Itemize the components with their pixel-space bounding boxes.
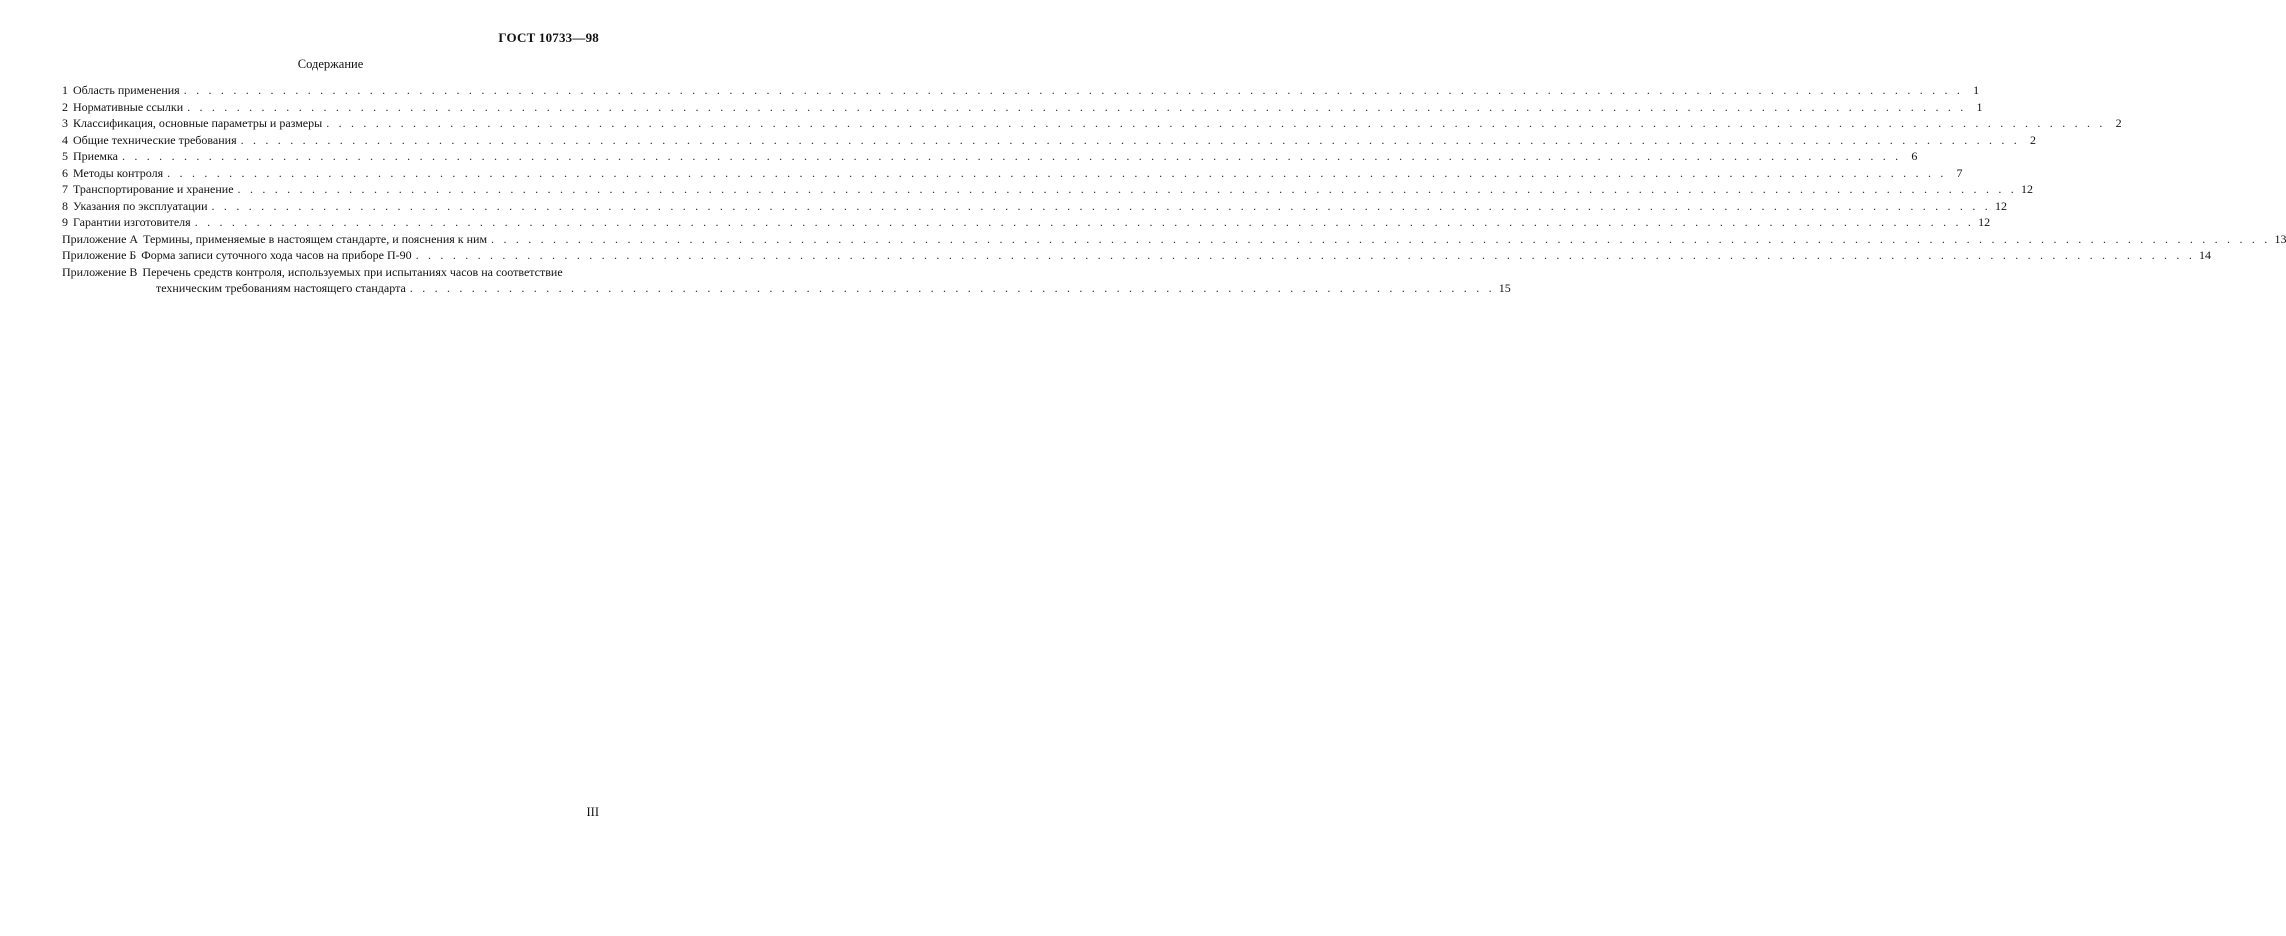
toc-entry-page: 1 bbox=[1976, 99, 1983, 114]
toc-appendix[interactable] bbox=[62, 264, 1511, 297]
toc-entry-page: 6 bbox=[1911, 149, 1918, 163]
toc-appendix-line bbox=[62, 264, 601, 281]
toc-entry[interactable] bbox=[62, 198, 2007, 215]
toc-entry-label: Нормативные ссылки bbox=[73, 99, 184, 114]
toc-entry-number: 2 bbox=[62, 99, 68, 114]
toc-leader-dots bbox=[187, 99, 1966, 116]
toc-entry-page: 1 bbox=[1973, 83, 1980, 97]
toc-leader-dots bbox=[326, 115, 2105, 132]
toc-entry-page: 2 bbox=[2030, 132, 2037, 147]
toc-leader-dots bbox=[212, 198, 1991, 215]
toc-entry[interactable] bbox=[62, 99, 1983, 116]
toc-entry-number: 5 bbox=[62, 149, 68, 163]
toc-entry[interactable] bbox=[62, 181, 2033, 198]
toc-leader-dots bbox=[238, 181, 2017, 198]
toc-entry-page: 2 bbox=[2115, 116, 2122, 130]
toc-entry[interactable] bbox=[62, 165, 1963, 182]
toc-entry-page: 15 bbox=[1498, 281, 1511, 295]
toc-entry-page: 7 bbox=[1956, 165, 1963, 180]
toc-entry[interactable] bbox=[62, 148, 1918, 165]
toc-leader-dots bbox=[122, 148, 1901, 165]
document-code: ГОСТ 10733—98 bbox=[498, 30, 599, 45]
page-number: III bbox=[586, 805, 599, 819]
toc-entry-number: 8 bbox=[62, 198, 68, 213]
toc-entry-label: Указания по эксплуатации bbox=[73, 198, 208, 213]
toc-entry[interactable] bbox=[62, 115, 2122, 132]
toc-title: Содержание bbox=[297, 57, 364, 71]
toc-appendix[interactable] bbox=[62, 247, 2212, 264]
toc-leader-dots bbox=[491, 231, 2270, 248]
toc-entry-page: 12 bbox=[1994, 198, 2007, 213]
toc-entry[interactable] bbox=[62, 82, 1980, 99]
toc-appendix-label-continued: техническим требованиям настоящего стандарта bbox=[156, 281, 406, 295]
toc-entry-label: Область применения bbox=[73, 83, 180, 97]
toc-entry-label: Классификация, основные параметры и размеры bbox=[73, 116, 323, 130]
toc-entry-number: 7 bbox=[62, 182, 68, 196]
toc-entry-number: 3 bbox=[62, 116, 68, 130]
toc-entry-label: Приемка bbox=[73, 149, 118, 163]
toc-entry-page: 14 bbox=[2199, 248, 2212, 262]
toc-entry-page: 12 bbox=[2020, 182, 2033, 196]
toc-entry-number: 1 bbox=[62, 83, 68, 97]
toc-appendix-line bbox=[62, 280, 1511, 297]
toc-entry-label: Транспортирование и хранение bbox=[73, 182, 234, 196]
toc-leader-dots bbox=[241, 132, 2020, 149]
toc-appendix-prefix: Приложение Б bbox=[62, 248, 137, 262]
toc-entry-page: 13 bbox=[2274, 231, 2286, 246]
toc-appendix-prefix: Приложение А bbox=[62, 231, 139, 246]
toc-entry-page: 12 bbox=[1978, 215, 1991, 229]
toc-appendix-label: Форма записи суточного хода часов на приборе П-90 bbox=[141, 248, 412, 262]
toc-leader-dots bbox=[416, 247, 2195, 264]
toc-leader-dots bbox=[184, 82, 1963, 99]
toc-entry-number: 4 bbox=[62, 132, 68, 147]
toc-entry-label: Общие технические требования bbox=[73, 132, 237, 147]
toc-entry-label: Методы контроля bbox=[73, 165, 164, 180]
toc-appendix-label: Перечень средств контроля, используемых при испытаниях часов на соответствие bbox=[142, 264, 563, 279]
toc-entry[interactable] bbox=[62, 132, 2037, 149]
toc-leader-dots bbox=[195, 214, 1974, 231]
toc-entry[interactable] bbox=[62, 214, 1991, 231]
toc-appendix[interactable] bbox=[62, 231, 2286, 248]
table-of-contents bbox=[62, 82, 2286, 297]
toc-entry-number: 9 bbox=[62, 215, 68, 229]
toc-leader-dots bbox=[410, 280, 1495, 297]
toc-appendix-prefix: Приложение В bbox=[62, 264, 138, 279]
toc-entry-number: 6 bbox=[62, 165, 68, 180]
toc-leader-dots bbox=[167, 165, 1946, 182]
toc-appendix-label: Термины, применяемые в настоящем стандарте, и пояснения к ним bbox=[143, 231, 488, 246]
toc-entry-label: Гарантии изготовителя bbox=[73, 215, 191, 229]
